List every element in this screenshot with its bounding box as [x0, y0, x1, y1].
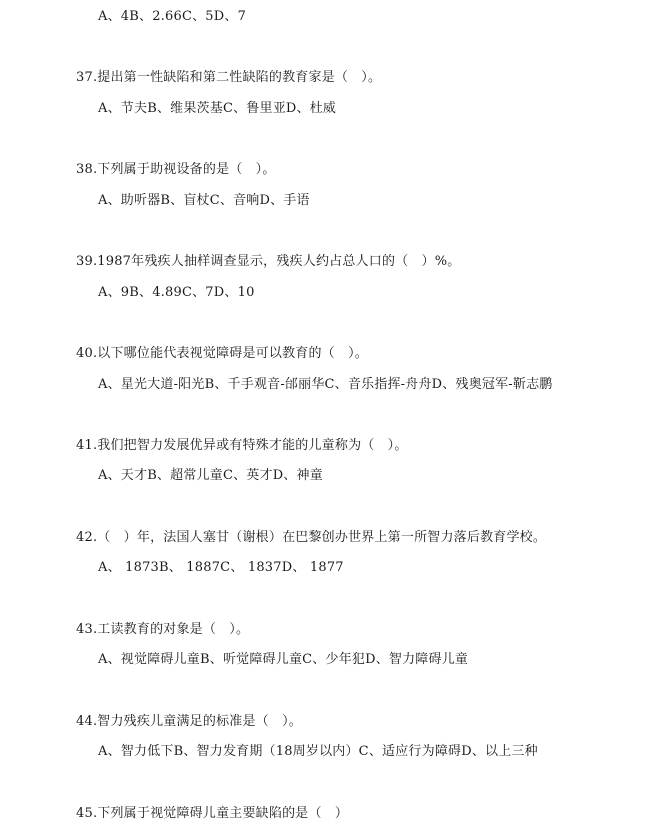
- option-line-q40: A、星光大道-阳光B、千手观音-邰丽华C、音乐指挥-舟舟D、残奥冠军-靳志鹏: [98, 377, 553, 392]
- option-line-q36: A、4B、2.66C、5D、7: [98, 9, 247, 24]
- question-40: 40.以下哪位能代表视觉障碍是可以教育的（ ）。: [76, 346, 368, 361]
- question-39: 39.1987年残疾人抽样调查显示，残疾人约占总人口的（ ）%。: [76, 254, 461, 269]
- option-line-q37: A、节夫B、维果茨基C、鲁里亚D、杜威: [98, 101, 337, 116]
- question-41: 41.我们把智力发展优异或有特殊才能的儿童称为（ ）。: [76, 438, 408, 453]
- question-44: 44.智力残疾儿童满足的标准是（ ）。: [76, 714, 302, 729]
- question-45: 45.下列属于视觉障碍儿童主要缺陷的是（ ）: [76, 806, 349, 821]
- question-42: 42.（ ）年，法国人塞甘（谢根）在巴黎创办世界上第一所智力落后教育学校。: [76, 530, 547, 545]
- question-37: 37.提出第一性缺陷和第二性缺陷的教育家是（ ）。: [76, 70, 382, 85]
- option-line-q42: A、 1873B、 1887C、 1837D、 1877: [98, 560, 344, 575]
- question-43: 43.工读教育的对象是（ ）。: [76, 622, 250, 637]
- question-38: 38.下列属于助视设备的是（ ）。: [76, 162, 276, 177]
- option-line-q41: A、天才B、超常儿童C、英才D、神童: [98, 468, 323, 483]
- option-line-q38: A、助听器B、盲杖C、音响D、手语: [98, 193, 310, 208]
- option-line-q43: A、视觉障碍儿童B、听觉障碍儿童C、少年犯D、智力障碍儿童: [98, 652, 469, 667]
- option-line-q39: A、9B、4.89C、7D、10: [98, 285, 255, 300]
- option-line-q44: A、智力低下B、智力发育期（18周岁以内）C、适应行为障碍D、以上三种: [98, 744, 538, 759]
